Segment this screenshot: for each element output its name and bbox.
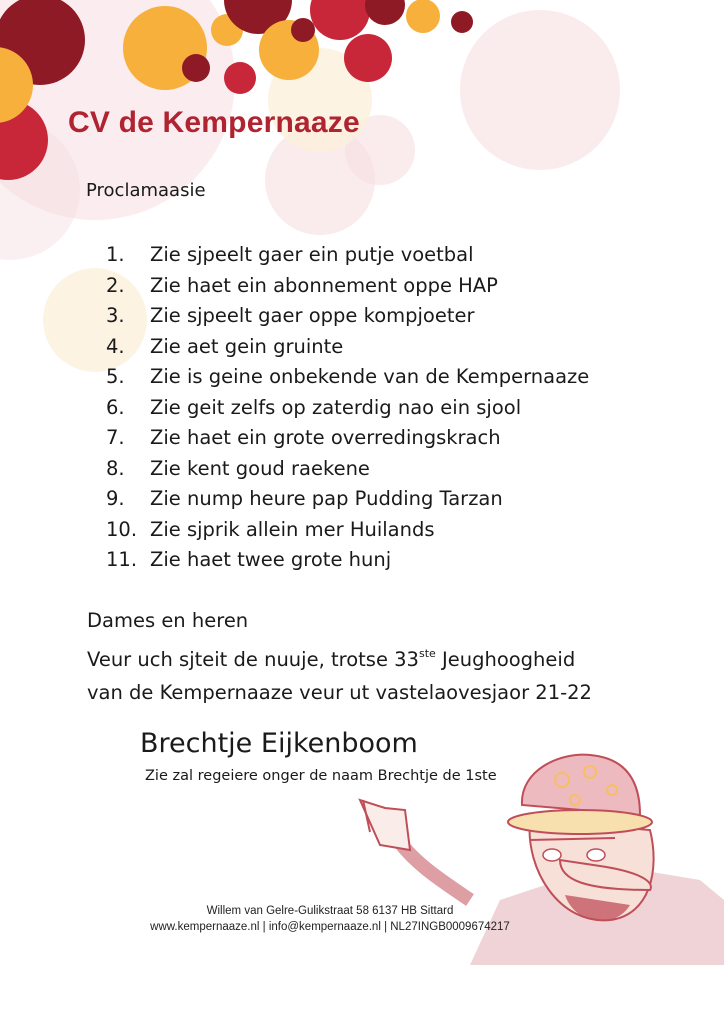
list-item-number: 7. — [106, 426, 125, 449]
proclamation-list — [106, 240, 589, 576]
list-item — [106, 332, 589, 363]
list-item-text: Zie sjpeelt gaer oppe kompjoeter — [150, 304, 475, 327]
list-item-number: 6. — [106, 395, 125, 419]
youth-royalty-name: Brechtje Eijkenboom — [140, 728, 418, 759]
list-item-number: 5. — [106, 365, 125, 388]
list-item-number: 4. — [106, 334, 125, 358]
list-item-number: 2. — [106, 273, 125, 297]
announcement-line-2: Veur uch sjteit de nuuje, trotse 33ste Jeughoogheid — [87, 647, 576, 671]
ordinal-suffix: ste — [418, 647, 436, 660]
list-item-number: 8. — [106, 456, 125, 480]
youth-royalty-reign: Zie zal regeiere onger de naam Brechtje de 1ste — [145, 768, 497, 784]
list-item-text: Zie kent goud raekene — [150, 456, 370, 480]
list-item-text: Zie haet twee grote hunj — [150, 548, 392, 571]
proclamation-heading: Proclamaasie — [86, 180, 206, 201]
list-item — [106, 240, 589, 271]
list-item-number: 3. — [106, 304, 125, 327]
list-item-number: 10. — [106, 517, 138, 541]
list-item-text: Zie haet ein abonnement oppe HAP — [150, 273, 498, 297]
list-item — [106, 362, 589, 393]
list-item-number: 11. — [106, 548, 138, 571]
list-item-text: Zie sjprik allein mer Huilands — [150, 517, 435, 541]
list-item — [106, 484, 589, 515]
announcement — [87, 604, 592, 709]
page-title: CV de Kempernaaze — [68, 106, 360, 139]
announcement-line-3: van de Kempernaaze veur ut vastelaovesjaor 21-22 — [87, 681, 592, 704]
list-item — [106, 271, 589, 302]
list-item — [106, 545, 589, 576]
list-item-text: Zie nump heure pap Pudding Tarzan — [150, 487, 503, 510]
list-item-number: 9. — [106, 487, 125, 510]
footer-address: Willem van Gelre-Gulikstraat 58 6137 HB Sittard — [206, 905, 454, 917]
list-item — [106, 454, 589, 485]
list-item-text: Zie is geine onbekende van de Kempernaaze — [150, 365, 590, 388]
list-item — [106, 423, 589, 454]
list-item-text: Zie aet gein gruinte — [150, 334, 344, 358]
announcement-line-1: Dames en heren — [87, 609, 249, 632]
list-item-text: Zie sjpeelt gaer ein putje voetbal — [150, 243, 474, 266]
list-item-text: Zie haet ein grote overredingskrach — [150, 426, 501, 449]
list-item-number: 1. — [106, 243, 125, 266]
footer-contact: www.kempernaaze.nl | info@kempernaaze.nl | NL27INGB0009674217 — [150, 921, 510, 933]
list-item-text: Zie geit zelfs op zaterdig nao ein sjool — [150, 395, 522, 419]
list-item — [106, 515, 589, 546]
list-item — [106, 393, 589, 424]
list-item — [106, 301, 589, 332]
